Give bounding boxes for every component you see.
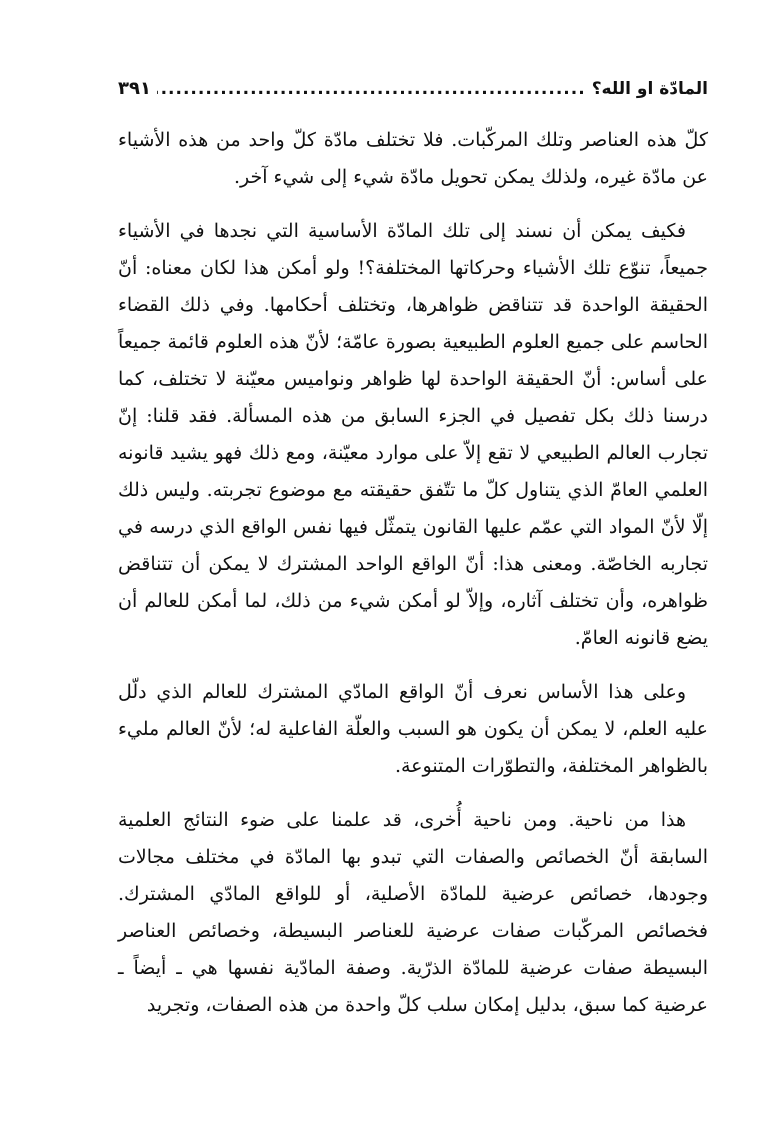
paragraph-2: فكيف يمكن أن نسند إلى تلك المادّة الأساسية التي نجدها في الأشياء جميعاً، تنوّع تلك الأشياء وحركاتها المختلفة؟! ولو أمكن هذا لكان معناه: أنّ الحقيقة الواحدة قد تتناقض ظواهرها، وتختلف أحكامها. وفي ذلك القضاء الحاسم على جميع العلوم الطبيعية بصورة عامّة؛ لأنّ هذه العلوم قائمة جميعاً على أساس: أنّ الحقيقة الواحدة لها ظواهر ونواميس معيّنة لا تختلف، كما درسنا ذلك بكل تفصيل في الجزء السابق من هذه المسألة. فقد قلنا: إنّ تجارب العالم الطبيعي لا تقع إلاّ على موارد معيّنة، ومع ذلك فهو يشيد قانونه العلمي العامّ الذي يتناول كلّ ما تتّفق حقيقته مع موضوع تجربته. وليس ذلك إلّا لأنّ المواد التي عمّم عليها القانون يتمثّل فيها نفس الواقع الذي درسه في تجاربه الخاصّة. ومعنى هذا: أنّ الواقع الواحد المشترك لا يمكن أن تتناقض ظواهره، وأن تختلف آثاره، وإلاّ لو أمكن شيء من ذلك، لما أمكن للعالم أن يضع قانونه العامّ.: [118, 220, 708, 649]
paragraph-4: هذا من ناحية. ومن ناحية أُخرى، قد علمنا على ضوء النتائج العلمية السابقة أنّ الخصائص والصفات التي تبدو بها المادّة في مختلف مجالات وجودها، خصائص عرضية للمادّة الأصلية، أو للواقع المادّي المشترك. فخصائص المركّبات صفات عرضية للعناصر البسيطة، وخصائص العناصر البسيطة صفات عرضية للمادّة الذرّية. وصفة المادّية نفسها هي ـ أيضاً ـ عرضية كما سبق، بدليل إمكان سلب كلّ واحدة من هذه الصفات، وتجريد: [118, 809, 708, 1016]
page-number: ٣٩١: [118, 78, 151, 99]
header-title: المادّة او الله؟: [591, 79, 708, 99]
header-leader-dots: [157, 79, 586, 99]
paragraph-3: وعلى هذا الأساس نعرف أنّ الواقع المادّي المشترك للعالم الذي دلّل عليه العلم، لا يمكن أن يكون هو السبب والعلّة الفاعلية له؛ لأنّ العالم مليء بالظواهر المختلفة، والتطوّرات المتنوعة.: [118, 681, 708, 777]
body-text: [118, 122, 708, 1024]
running-header: [118, 78, 708, 108]
paragraph-1: كلّ هذه العناصر وتلك المركّبات. فلا تختلف مادّة كلّ واحد من هذه الأشياء عن مادّة غيره، ولذلك يمكن تحويل مادّة شيء إلى شيء آخر.: [118, 129, 708, 188]
